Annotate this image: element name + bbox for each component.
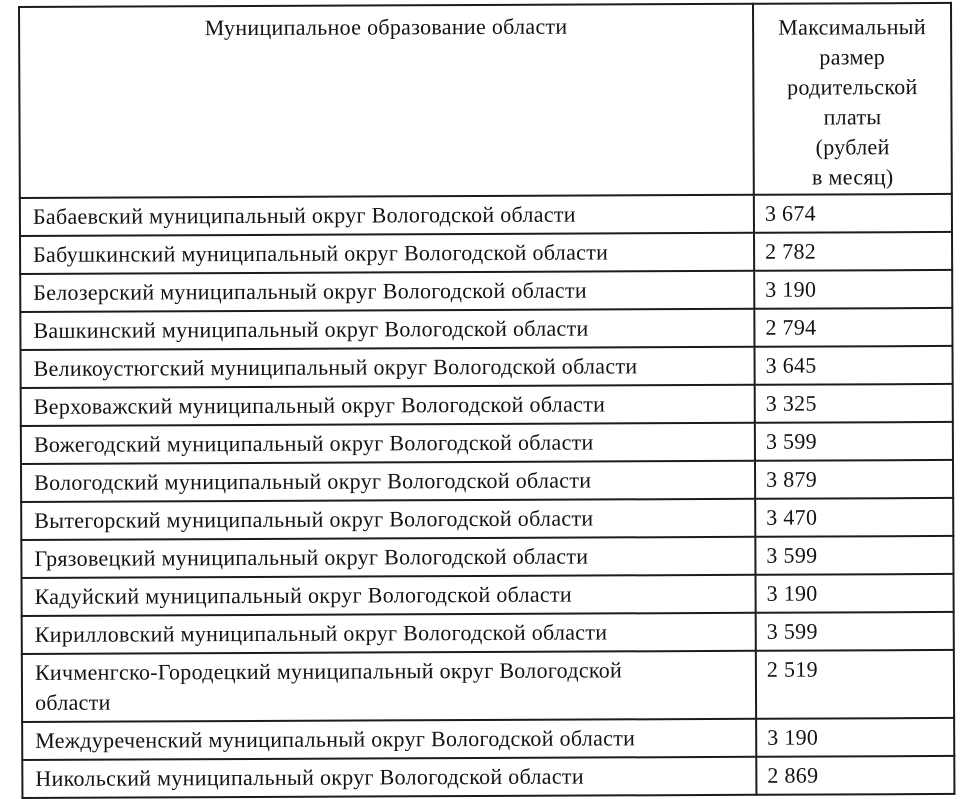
max-fee-cell: 3 674: [754, 194, 952, 233]
municipality-name: Кичменгско-Городецкий муниципальный округ Вологодской области: [34, 657, 623, 715]
max-fee-cell: 3 190: [756, 718, 954, 757]
max-fee-cell: 3 599: [756, 612, 954, 651]
municipality-name-cell: [21, 537, 755, 578]
table-row: [21, 498, 953, 540]
municipality-name-cell: [20, 195, 754, 236]
municipality-name-cell: [22, 651, 756, 722]
table-body: [20, 194, 955, 798]
max-fee-cell: 3 599: [755, 422, 953, 461]
max-fee-cell: 3 470: [755, 498, 953, 537]
municipality-name: Белозерский муниципальный округ Вологодской области: [33, 277, 587, 305]
table-row: [21, 422, 953, 464]
municipality-name-cell: [22, 719, 756, 760]
parental-fee-table: [18, 2, 955, 799]
max-fee-cell: 2 519: [756, 650, 954, 719]
max-fee-cell: 3 190: [755, 574, 953, 613]
max-fee-cell: 3 879: [755, 460, 953, 499]
table-row: [21, 536, 953, 578]
municipality-name-cell: [21, 499, 755, 540]
municipality-name: Грязовецкий муниципальный округ Вологодской области: [34, 543, 589, 571]
max-fee-cell: 3 325: [755, 384, 953, 423]
municipality-name-cell: [21, 423, 755, 464]
table-row: [21, 574, 953, 616]
municipality-name: Никольский муниципальный округ Вологодской области: [35, 763, 584, 791]
table-row: [21, 346, 953, 388]
table-row: [20, 232, 952, 274]
municipality-name-cell: [20, 233, 754, 274]
municipality-name: Бабаевский муниципальный округ Вологодской области: [32, 201, 576, 229]
table-header-row: [19, 3, 952, 198]
column-header-municipality: Муниципальное образование области: [19, 4, 754, 198]
table-row: [20, 308, 952, 350]
municipality-name: Вологодский муниципальный округ Вологодской области: [34, 467, 592, 495]
municipality-name: Вытегорский муниципальный округ Вологодской области: [34, 505, 594, 533]
max-fee-cell: 2 869: [756, 756, 954, 795]
municipality-name: Кадуйский муниципальный округ Вологодской области: [34, 581, 573, 609]
municipality-name-cell: [21, 385, 755, 426]
table-row: [22, 718, 954, 760]
max-fee-cell: 3 190: [754, 270, 952, 309]
municipality-name: Вашкинский муниципальный округ Вологодской области: [33, 315, 589, 343]
table-row: [21, 384, 953, 426]
municipality-name: Великоустюгский муниципальный округ Вологодской области: [33, 353, 638, 381]
municipality-name-cell: [21, 347, 755, 388]
scanned-document-page: [18, 2, 955, 799]
municipality-name: Кирилловский муниципальный округ Вологодской области: [34, 619, 608, 647]
max-fee-cell: 2 782: [754, 232, 952, 271]
max-fee-cell: 2 794: [754, 308, 952, 347]
table-row: [22, 650, 954, 722]
municipality-name-cell: [21, 575, 755, 616]
municipality-name: Междуреченский муниципальный округ Вологодской области: [35, 725, 636, 753]
table-row: [21, 460, 953, 502]
table-row: [20, 270, 952, 312]
municipality-name-cell: [22, 613, 756, 654]
municipality-name: Вожегодский муниципальный округ Вологодской области: [33, 429, 594, 457]
municipality-name: Бабушкинский муниципальный округ Вологодской области: [33, 239, 609, 267]
municipality-name-cell: [20, 271, 754, 312]
max-fee-cell: 3 645: [754, 346, 952, 385]
column-header-max-fee: Максимальный размер родительской платы (рублей в месяц): [753, 3, 952, 195]
municipality-name-cell: [22, 757, 756, 798]
table-row: [20, 194, 952, 236]
municipality-name-cell: [21, 461, 755, 502]
table-row: [22, 756, 954, 798]
municipality-name-cell: [20, 309, 754, 350]
table-row: [22, 612, 954, 654]
municipality-name: Верховажский муниципальный округ Вологодской области: [33, 391, 606, 419]
max-fee-cell: 3 599: [755, 536, 953, 575]
